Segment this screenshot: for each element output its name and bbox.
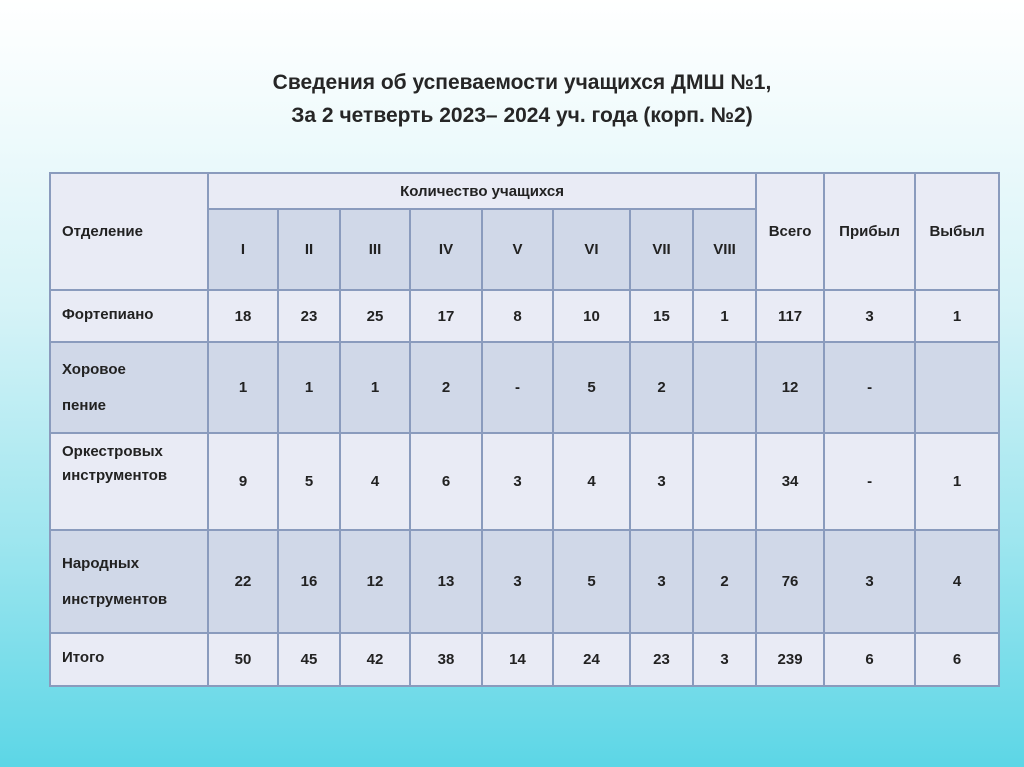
department-name-line: пение bbox=[62, 396, 107, 414]
grade-count-cell: 23 bbox=[630, 633, 693, 686]
grade-count-cell: 13 bbox=[410, 530, 482, 633]
grade-count-cell: 1 bbox=[208, 342, 278, 433]
header-grade: VIII bbox=[693, 209, 756, 290]
grade-count-cell: 23 bbox=[278, 290, 340, 342]
header-grade: VI bbox=[553, 209, 630, 290]
grade-count-cell: 16 bbox=[278, 530, 340, 633]
department-name-line: Оркестровых bbox=[62, 443, 163, 460]
table-row bbox=[50, 433, 999, 530]
left-cell: 1 bbox=[915, 433, 999, 530]
header-grade: IV bbox=[410, 209, 482, 290]
header-total: Всего bbox=[756, 173, 824, 290]
header-department: Отделение bbox=[50, 173, 208, 290]
department-name bbox=[50, 633, 208, 686]
department-name-line: Итого bbox=[62, 649, 105, 666]
grade-count-cell: 2 bbox=[693, 530, 756, 633]
grade-count-cell: 50 bbox=[208, 633, 278, 686]
grade-count-cell: 42 bbox=[340, 633, 410, 686]
grade-count-cell: 12 bbox=[340, 530, 410, 633]
grade-count-cell: 3 bbox=[482, 433, 553, 530]
grade-count-cell: 10 bbox=[553, 290, 630, 342]
left-cell: 1 bbox=[915, 290, 999, 342]
header-count-group: Количество учащихся bbox=[208, 173, 756, 209]
arrived-cell: - bbox=[824, 342, 915, 433]
arrived-cell: 3 bbox=[824, 530, 915, 633]
department-name-line: инструментов bbox=[62, 467, 168, 484]
grade-count-cell: 1 bbox=[693, 290, 756, 342]
grade-count-cell: 3 bbox=[482, 530, 553, 633]
grade-count-cell: 38 bbox=[410, 633, 482, 686]
title-line-2: За 2 четверть 2023– 2024 уч. года (корп. №2) bbox=[291, 104, 753, 127]
total-cell: 34 bbox=[756, 433, 824, 530]
header-left: Выбыл bbox=[915, 173, 999, 290]
table-row bbox=[50, 342, 999, 433]
grade-count-cell: 1 bbox=[278, 342, 340, 433]
page-title bbox=[0, 66, 1024, 132]
department-name-line: Фортепиано bbox=[62, 306, 154, 323]
grade-count-cell: 4 bbox=[553, 433, 630, 530]
grade-count-cell: 15 bbox=[630, 290, 693, 342]
grade-count-cell: 14 bbox=[482, 633, 553, 686]
grade-count-cell: 22 bbox=[208, 530, 278, 633]
grade-count-cell: 3 bbox=[630, 530, 693, 633]
arrived-cell: 3 bbox=[824, 290, 915, 342]
header-arrived: Прибыл bbox=[824, 173, 915, 290]
total-cell: 117 bbox=[756, 290, 824, 342]
grade-count-cell bbox=[693, 433, 756, 530]
department-name-line: Народных bbox=[62, 554, 140, 572]
table-row bbox=[50, 633, 999, 686]
grade-count-cell: 24 bbox=[553, 633, 630, 686]
grade-count-cell: 5 bbox=[278, 433, 340, 530]
arrived-cell: 6 bbox=[824, 633, 915, 686]
grade-count-cell: 6 bbox=[410, 433, 482, 530]
grade-count-cell: 2 bbox=[630, 342, 693, 433]
total-cell: 239 bbox=[756, 633, 824, 686]
table-row bbox=[50, 530, 999, 633]
department-name bbox=[50, 530, 208, 633]
grade-count-cell: - bbox=[482, 342, 553, 433]
performance-table bbox=[49, 172, 1000, 687]
grade-count-cell: 4 bbox=[340, 433, 410, 530]
grade-count-cell: 2 bbox=[410, 342, 482, 433]
table-row bbox=[50, 290, 999, 342]
arrived-cell: - bbox=[824, 433, 915, 530]
department-name bbox=[50, 433, 208, 530]
grade-count-cell: 1 bbox=[340, 342, 410, 433]
header-grade: III bbox=[340, 209, 410, 290]
header-grade: VII bbox=[630, 209, 693, 290]
grade-count-cell: 45 bbox=[278, 633, 340, 686]
header-grade: II bbox=[278, 209, 340, 290]
grade-count-cell: 9 bbox=[208, 433, 278, 530]
total-cell: 12 bbox=[756, 342, 824, 433]
header-grade: I bbox=[208, 209, 278, 290]
left-cell bbox=[915, 342, 999, 433]
grade-count-cell: 5 bbox=[553, 342, 630, 433]
department-name-line: Хоровое bbox=[62, 360, 126, 378]
department-name bbox=[50, 290, 208, 342]
department-name-line: инструментов bbox=[62, 590, 168, 608]
grade-count-cell: 17 bbox=[410, 290, 482, 342]
grade-count-cell: 8 bbox=[482, 290, 553, 342]
grade-count-cell: 3 bbox=[693, 633, 756, 686]
grade-count-cell: 25 bbox=[340, 290, 410, 342]
grade-count-cell bbox=[693, 342, 756, 433]
department-name bbox=[50, 342, 208, 433]
total-cell: 76 bbox=[756, 530, 824, 633]
left-cell: 6 bbox=[915, 633, 999, 686]
title-line-1: Сведения об успеваемости учащихся ДМШ №1, bbox=[272, 71, 772, 94]
header-grade: V bbox=[482, 209, 553, 290]
left-cell: 4 bbox=[915, 530, 999, 633]
grade-count-cell: 3 bbox=[630, 433, 693, 530]
grade-count-cell: 5 bbox=[553, 530, 630, 633]
grade-count-cell: 18 bbox=[208, 290, 278, 342]
